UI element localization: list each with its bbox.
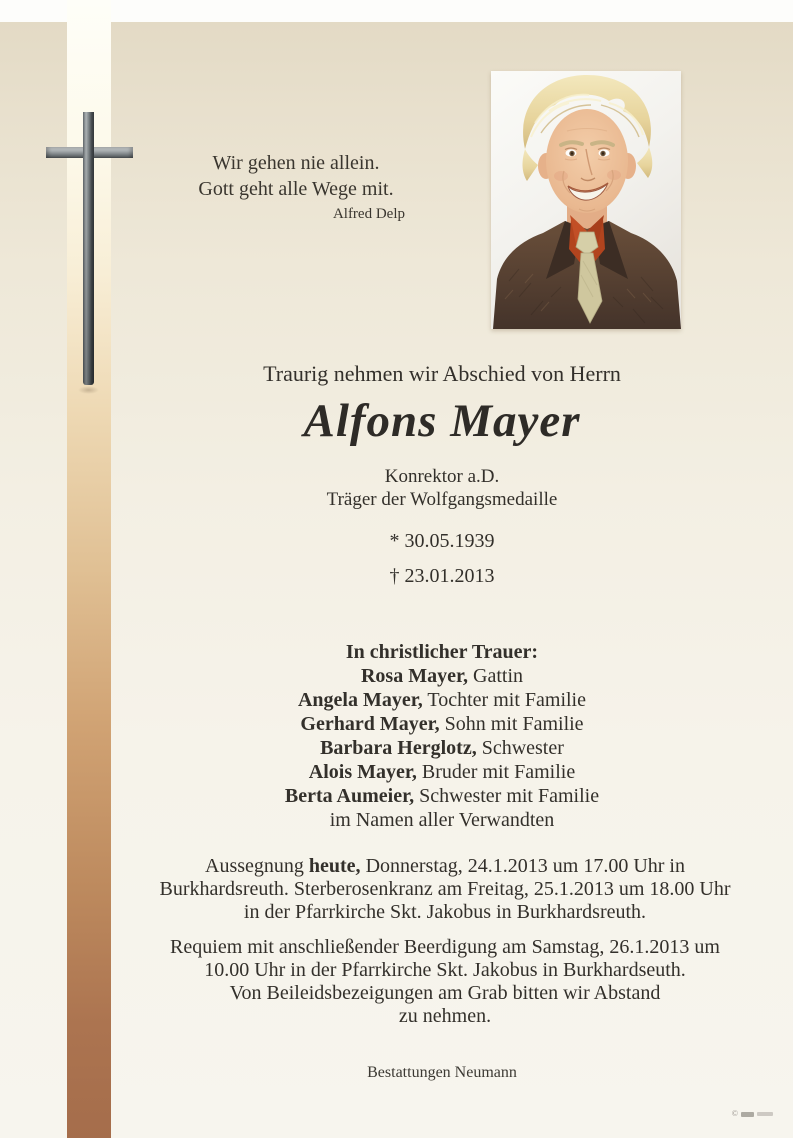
mourner-relation: Schwester	[481, 737, 564, 759]
printer-watermark	[732, 1110, 773, 1118]
mourner-relation: Gattin	[473, 665, 524, 687]
mourner-row	[111, 664, 773, 688]
deceased-name: Alfons Mayer	[303, 395, 581, 447]
portrait-face	[546, 109, 628, 213]
quote-line-1: Wir gehen nie allein.	[212, 152, 380, 174]
announcement-text: Donnerstag, 24.1.2013 um 17.00 Uhr in	[365, 855, 685, 877]
mourner-row	[111, 688, 773, 712]
undertaker-name: Bestattungen Neumann	[367, 1064, 517, 1081]
mourner-row	[111, 784, 773, 808]
announcement-text: 10.00 Uhr in der Pfarrkirche Skt. Jakobus in Burkhardseuth.	[204, 959, 686, 981]
announcement-text: Von Beileidsbezeigungen am Grab bitten wir Abstand	[229, 982, 661, 1004]
mourners-list	[111, 640, 773, 832]
mourner-name: Rosa Mayer,	[360, 665, 469, 687]
announcement-emphasis: heute,	[308, 855, 361, 877]
announcement-text: Burkhardsreuth. Sterberosenkranz am Freitag, 25.1.2013 um 18.00 Uhr	[159, 878, 731, 900]
mourner-row	[111, 736, 773, 760]
mourner-name: Gerhard Mayer,	[300, 713, 440, 735]
cross-icon	[83, 112, 94, 385]
quote-line-2: Gott geht alle Wege mit.	[198, 178, 394, 200]
death-date: † 23.01.2013	[389, 565, 495, 587]
watermark-mark	[757, 1112, 773, 1116]
announcement-text: zu nehmen.	[398, 1005, 492, 1027]
deceased-title-2: Träger der Wolfgangsmedaille	[326, 489, 558, 510]
mourner-name: Angela Mayer,	[297, 689, 423, 711]
announcement-paragraph-2	[124, 936, 766, 1028]
mourner-relation: Bruder mit Familie	[421, 761, 576, 783]
portrait-illustration	[491, 71, 681, 329]
mourner-relation: Schwester mit Familie	[419, 785, 600, 807]
mourner-row	[111, 760, 773, 784]
announcement-text: Aussegnung	[205, 855, 304, 877]
mourner-name: Barbara Herglotz,	[320, 737, 477, 759]
quote-block	[185, 150, 407, 224]
quote-attribution: Alfred Delp	[332, 206, 405, 222]
mourner-name: Berta Aumeier,	[284, 785, 415, 807]
watermark-mark	[741, 1112, 754, 1117]
portrait-photo	[491, 71, 681, 329]
birth-date: * 30.05.1939	[389, 530, 495, 552]
deceased-title-1: Konrektor a.D.	[384, 466, 500, 487]
mourner-name: Alois Mayer,	[308, 761, 417, 783]
mourner-row	[111, 712, 773, 736]
announcement-text: Requiem mit anschließender Beerdigung am Samstag, 26.1.2013 um	[170, 936, 720, 958]
copyright-icon: ©	[731, 1109, 738, 1118]
mourners-footer: im Namen aller Verwandten	[329, 809, 555, 831]
farewell-intro: Traurig nehmen wir Abschied von Herrn	[263, 361, 621, 386]
announcement-paragraph-1	[124, 855, 766, 924]
mourner-relation: Sohn mit Familie	[444, 713, 584, 735]
mourner-relation: Tochter mit Familie	[427, 689, 586, 711]
cross-shadow	[78, 386, 99, 394]
announcement-text: in der Pfarrkirche Skt. Jakobus in Burkhardsreuth.	[243, 901, 647, 923]
mourners-header: In christlicher Trauer:	[345, 641, 539, 663]
